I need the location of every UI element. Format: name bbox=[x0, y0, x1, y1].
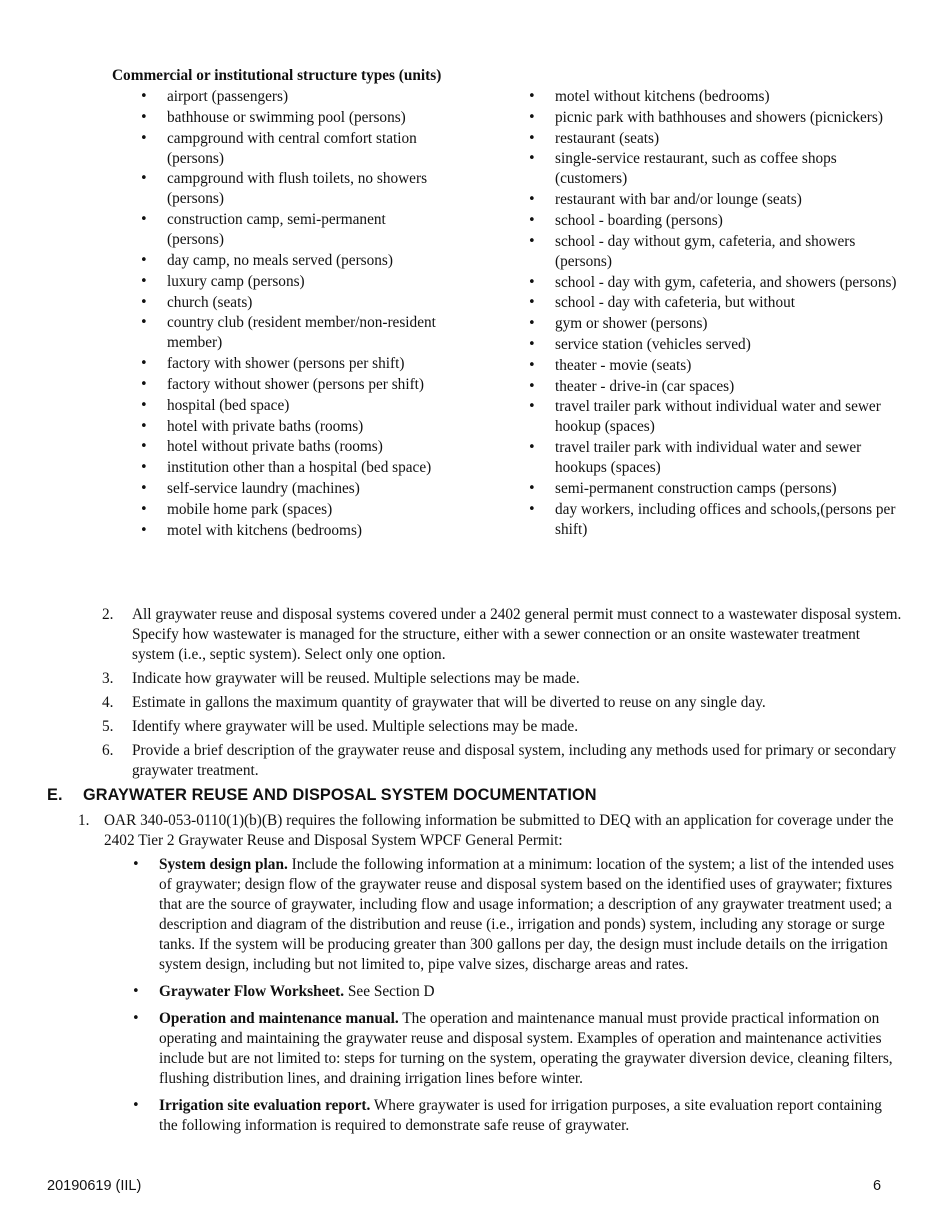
instruction-item bbox=[102, 741, 902, 781]
instruction-item bbox=[102, 717, 902, 737]
section-e-item-text: OAR 340-053-0110(1)(b)(B) requires the following information be submitted to DEQ with an application for coverage under the 2402 Tier 2 Graywater Reuse and Disposal System WPCF General Permit: bbox=[104, 812, 894, 849]
list-item: • school - boarding (persons) bbox=[528, 211, 898, 231]
list-item: • church (seats) bbox=[140, 293, 440, 313]
instruction-number: 3. bbox=[102, 670, 114, 687]
footer-doc-id: 20190619 (IIL) bbox=[47, 1178, 142, 1194]
instruction-number: 2. bbox=[102, 606, 114, 623]
list-item: • construction camp, semi-permanent (persons) bbox=[140, 210, 440, 250]
documentation-item bbox=[132, 982, 898, 1002]
list-item: • campground with flush toilets, no showers (persons) bbox=[140, 169, 440, 209]
list-item: • airport (passengers) bbox=[140, 87, 440, 107]
list-item: • theater - movie (seats) bbox=[528, 356, 898, 376]
structure-types-heading: Commercial or institutional structure types (units) bbox=[112, 67, 442, 84]
structure-types-left-column bbox=[140, 87, 440, 541]
documentation-item-text: See Section D bbox=[347, 983, 435, 1000]
list-item: • picnic park with bathhouses and showers (picnickers) bbox=[528, 108, 898, 128]
instruction-text: Indicate how graywater will be reused. Multiple selections may be made. bbox=[132, 670, 580, 687]
instruction-text: All graywater reuse and disposal systems covered under a 2402 general permit must connect to a wastewater disposal system. Specify how wastewater is managed for the structure, either with a sewer connection or an onsite wastewater treatment system (i.e., septic system). Select only one option. bbox=[132, 606, 902, 663]
list-item: • day workers, including offices and schools,(persons per shift) bbox=[528, 500, 898, 540]
documentation-item-text: Include the following information at a minimum: location of the system; a list of the intended uses of graywater; design flow of the graywater reuse and disposal system based on the identified uses of graywater; fixtures that are the source of graywater, including flow and usage information; a description of any graywater treatment used; a description and diagram of the distribution and reuse (i.e., irrigation and ponds) system, including any storage or surge tanks. If the system will be producing greater than 300 gallons per day, the design must include details on the irrigation system design, including but not limited to, pipe valve sizes, discharge areas and rates. bbox=[159, 856, 895, 973]
list-item: • hotel without private baths (rooms) bbox=[140, 437, 440, 457]
instruction-number: 5. bbox=[102, 718, 114, 735]
list-item: • travel trailer park with individual water and sewer hookups (spaces) bbox=[528, 438, 898, 478]
list-item: • country club (resident member/non-resident member) bbox=[140, 313, 440, 353]
documentation-item-title: System design plan. bbox=[159, 856, 288, 873]
documentation-item bbox=[132, 855, 898, 975]
list-item: • hospital (bed space) bbox=[140, 396, 440, 416]
instructions-list bbox=[102, 605, 902, 785]
list-item: • restaurant with bar and/or lounge (seats) bbox=[528, 190, 898, 210]
list-item: • semi-permanent construction camps (persons) bbox=[528, 479, 898, 499]
list-item: • service station (vehicles served) bbox=[528, 335, 898, 355]
documentation-item bbox=[132, 1096, 898, 1136]
list-item: • hotel with private baths (rooms) bbox=[140, 417, 440, 437]
documentation-item-text: The operation and maintenance manual must provide practical information on operating and maintaining the graywater reuse and disposal system. Examples of operation and maintenance activities include but are not limited to: steps for turning on the system, operating the graywater diversion device, cleaning filters, flushing distribution lines, and draining irrigation lines before winter. bbox=[159, 1010, 893, 1087]
list-item: • motel without kitchens (bedrooms) bbox=[528, 87, 898, 107]
instruction-number: 6. bbox=[102, 742, 114, 759]
footer-page-number: 6 bbox=[873, 1178, 882, 1194]
section-e-letter: E. bbox=[47, 786, 63, 804]
structure-types-right-column bbox=[528, 87, 898, 541]
list-item: • theater - drive-in (car spaces) bbox=[528, 377, 898, 397]
list-item: • restaurant (seats) bbox=[528, 129, 898, 149]
documentation-bullets bbox=[132, 855, 898, 1143]
documentation-item-title: Operation and maintenance manual. bbox=[159, 1010, 399, 1027]
instruction-item bbox=[102, 693, 902, 713]
section-e-item-number: 1. bbox=[78, 812, 90, 829]
documentation-item-title: Graywater Flow Worksheet. bbox=[159, 983, 345, 1000]
list-item: • mobile home park (spaces) bbox=[140, 500, 440, 520]
list-item: • travel trailer park without individual water and sewer hookup (spaces) bbox=[528, 397, 898, 437]
instruction-text: Estimate in gallons the maximum quantity of graywater that will be diverted to reuse on any single day. bbox=[132, 694, 766, 711]
list-item: • school - day with cafeteria, but without bbox=[528, 293, 898, 313]
section-e-heading bbox=[47, 785, 597, 805]
list-item: • motel with kitchens (bedrooms) bbox=[140, 521, 440, 541]
instruction-number: 4. bbox=[102, 694, 114, 711]
instruction-item bbox=[102, 605, 902, 665]
list-item: • self-service laundry (machines) bbox=[140, 479, 440, 499]
list-item: • school - day with gym, cafeteria, and showers (persons) bbox=[528, 273, 898, 293]
list-item: • factory with shower (persons per shift) bbox=[140, 354, 440, 374]
list-item: • day camp, no meals served (persons) bbox=[140, 251, 440, 271]
section-e-item bbox=[78, 811, 898, 851]
list-item: • school - day without gym, cafeteria, and showers (persons) bbox=[528, 232, 898, 272]
list-item: • gym or shower (persons) bbox=[528, 314, 898, 334]
list-item: • campground with central comfort station (persons) bbox=[140, 129, 440, 169]
instruction-item bbox=[102, 669, 902, 689]
list-item: • single-service restaurant, such as coffee shops (customers) bbox=[528, 149, 898, 189]
section-e-title: GRAYWATER REUSE AND DISPOSAL SYSTEM DOCUMENTATION bbox=[83, 786, 597, 804]
instruction-text: Identify where graywater will be used. Multiple selections may be made. bbox=[132, 718, 579, 735]
documentation-item bbox=[132, 1009, 898, 1089]
list-item: • luxury camp (persons) bbox=[140, 272, 440, 292]
documentation-item-title: Irrigation site evaluation report. bbox=[159, 1097, 371, 1114]
instruction-text: Provide a brief description of the graywater reuse and disposal system, including any methods used for primary or secondary graywater treatment. bbox=[132, 742, 897, 779]
list-item: • bathhouse or swimming pool (persons) bbox=[140, 108, 440, 128]
list-item: • factory without shower (persons per shift) bbox=[140, 375, 440, 395]
documentation-item-text: Where graywater is used for irrigation purposes, a site evaluation report containing the following information is required to demonstrate safe reuse of graywater. bbox=[159, 1097, 882, 1134]
list-item: • institution other than a hospital (bed space) bbox=[140, 458, 440, 478]
